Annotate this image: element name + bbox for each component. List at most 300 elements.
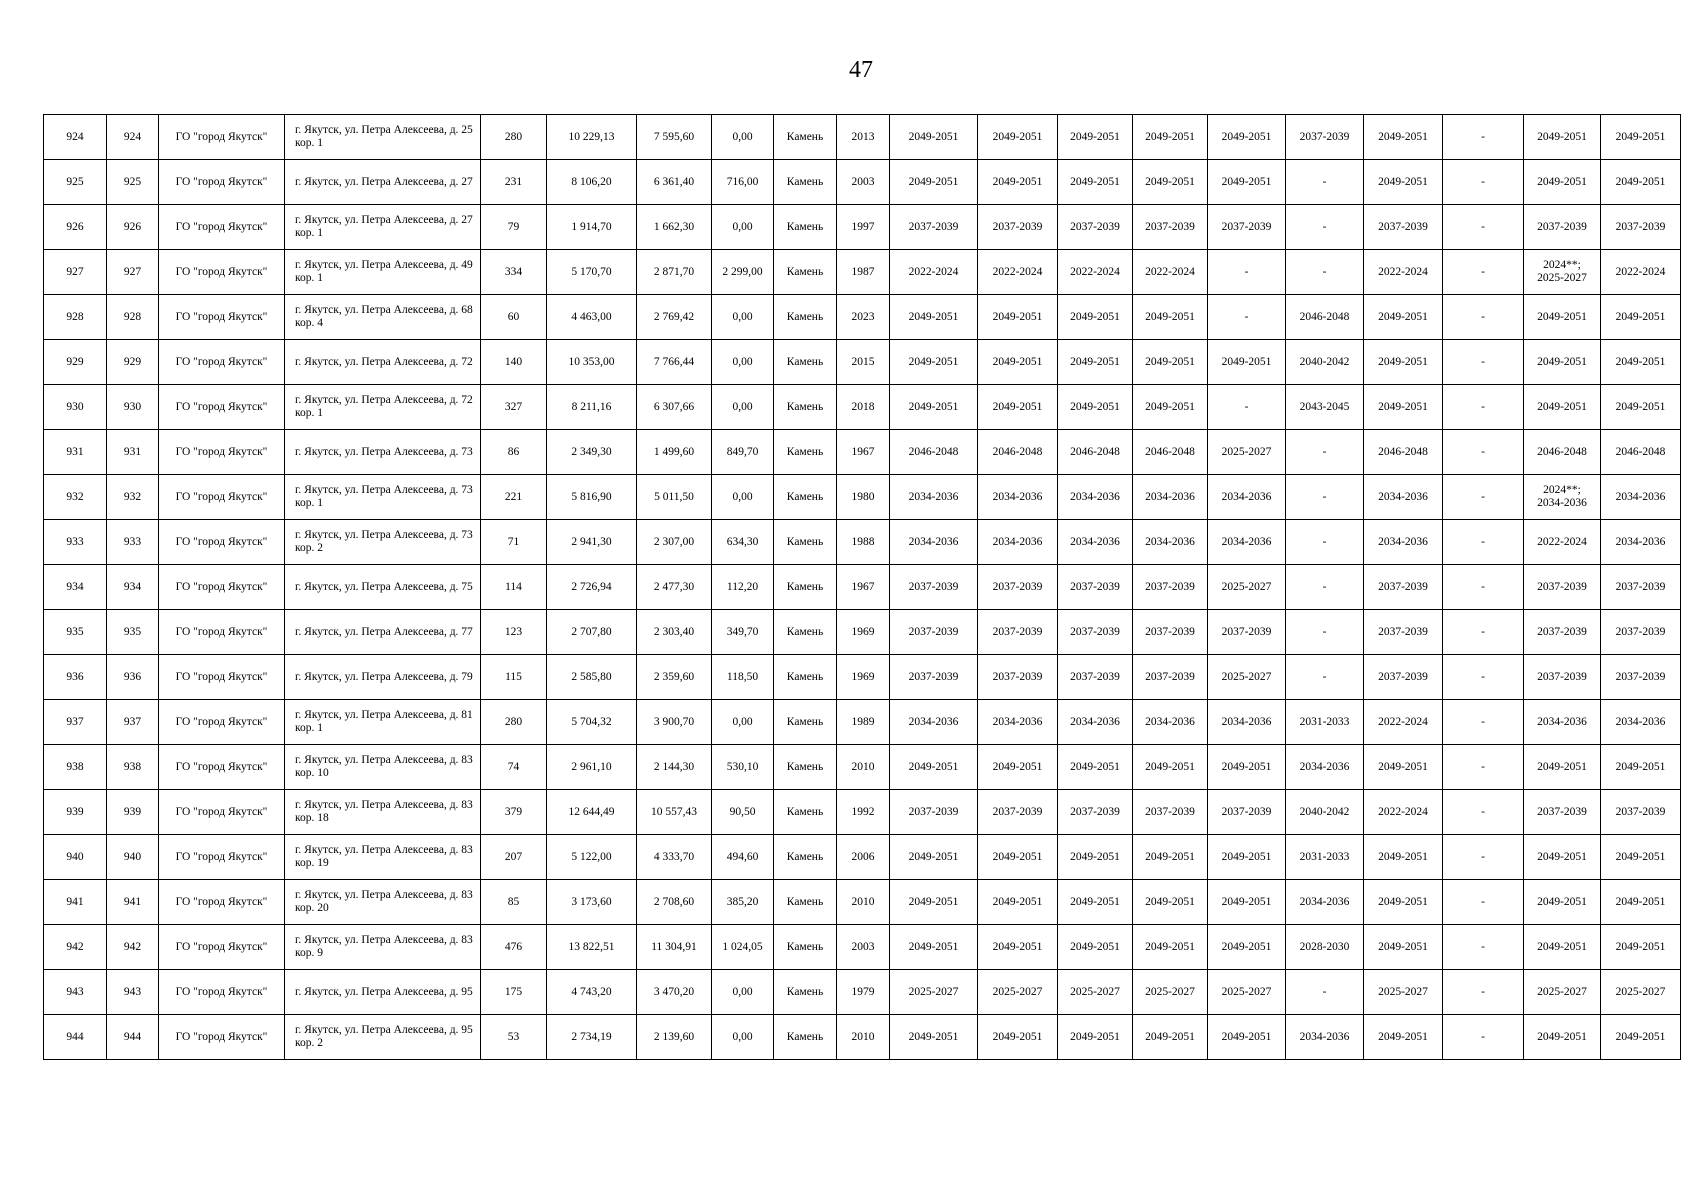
- residents-cell: 334: [481, 250, 547, 295]
- municipality-cell: ГО "город Якутск": [159, 700, 285, 745]
- term-col-19-cell: 2037-2039: [1524, 790, 1601, 835]
- municipality-cell: ГО "город Якутск": [159, 835, 285, 880]
- year-built-cell: 1979: [837, 970, 890, 1015]
- non-residential-area-cell: 0,00: [712, 205, 774, 250]
- term-col-20-cell: 2049-2051: [1601, 340, 1681, 385]
- term-col-12-cell: 2049-2051: [978, 1015, 1058, 1060]
- year-built-cell: 1967: [837, 430, 890, 475]
- term-col-20-cell: 2049-2051: [1601, 1015, 1681, 1060]
- address-cell: г. Якутск, ул. Петра Алексеева, д. 81 кор. 1: [285, 700, 481, 745]
- term-col-19-cell: 2049-2051: [1524, 925, 1601, 970]
- table-row: [44, 835, 1681, 880]
- row-number-cell: 929: [44, 340, 107, 385]
- residential-area-cell: 6 307,66: [637, 385, 712, 430]
- residential-area-cell: 2 359,60: [637, 655, 712, 700]
- wall-material-cell: Камень: [774, 115, 837, 160]
- term-col-14-cell: 2046-2048: [1133, 430, 1208, 475]
- term-col-12-cell: 2037-2039: [978, 790, 1058, 835]
- registry-number-cell: 935: [107, 610, 159, 655]
- term-col-11-cell: 2034-2036: [890, 520, 978, 565]
- term-col-11-cell: 2037-2039: [890, 610, 978, 655]
- non-residential-area-cell: 0,00: [712, 475, 774, 520]
- year-built-cell: 1992: [837, 790, 890, 835]
- residential-area-cell: 1 499,60: [637, 430, 712, 475]
- page-number: 47: [849, 57, 873, 83]
- term-col-20-cell: 2037-2039: [1601, 565, 1681, 610]
- term-col-12-cell: 2049-2051: [978, 835, 1058, 880]
- term-col-20-cell: 2049-2051: [1601, 835, 1681, 880]
- non-residential-area-cell: 849,70: [712, 430, 774, 475]
- term-col-20-cell: 2037-2039: [1601, 205, 1681, 250]
- residential-area-cell: 1 662,30: [637, 205, 712, 250]
- term-col-17-cell: 2034-2036: [1364, 475, 1443, 520]
- table-row: [44, 160, 1681, 205]
- term-col-17-cell: 2049-2051: [1364, 340, 1443, 385]
- term-col-12-cell: 2022-2024: [978, 250, 1058, 295]
- term-col-11-cell: 2049-2051: [890, 295, 978, 340]
- table-row: [44, 970, 1681, 1015]
- municipality-cell: ГО "город Якутск": [159, 115, 285, 160]
- row-number-cell: 938: [44, 745, 107, 790]
- term-col-17-cell: 2049-2051: [1364, 835, 1443, 880]
- term-col-11-cell: 2049-2051: [890, 160, 978, 205]
- term-col-14-cell: 2034-2036: [1133, 700, 1208, 745]
- term-col-13-cell: 2049-2051: [1058, 160, 1133, 205]
- year-built-cell: 1987: [837, 250, 890, 295]
- wall-material-cell: Камень: [774, 250, 837, 295]
- wall-material-cell: Камень: [774, 385, 837, 430]
- year-built-cell: 1989: [837, 700, 890, 745]
- total-area-cell: 3 173,60: [547, 880, 637, 925]
- term-col-11-cell: 2049-2051: [890, 925, 978, 970]
- term-col-13-cell: 2049-2051: [1058, 295, 1133, 340]
- residential-area-cell: 5 011,50: [637, 475, 712, 520]
- term-col-12-cell: 2049-2051: [978, 160, 1058, 205]
- term-col-12-cell: 2037-2039: [978, 565, 1058, 610]
- term-col-11-cell: 2049-2051: [890, 385, 978, 430]
- term-col-16-cell: -: [1286, 205, 1364, 250]
- term-col-11-cell: 2049-2051: [890, 835, 978, 880]
- wall-material-cell: Камень: [774, 205, 837, 250]
- wall-material-cell: Камень: [774, 430, 837, 475]
- row-number-cell: 939: [44, 790, 107, 835]
- registry-number-cell: 942: [107, 925, 159, 970]
- term-col-15-cell: -: [1208, 295, 1286, 340]
- term-col-17-cell: 2037-2039: [1364, 205, 1443, 250]
- term-col-14-cell: 2049-2051: [1133, 295, 1208, 340]
- row-number-cell: 936: [44, 655, 107, 700]
- row-number-cell: 924: [44, 115, 107, 160]
- term-col-13-cell: 2049-2051: [1058, 925, 1133, 970]
- registry-number-cell: 941: [107, 880, 159, 925]
- term-col-16-cell: -: [1286, 970, 1364, 1015]
- term-col-18-cell: -: [1443, 925, 1524, 970]
- term-col-11-cell: 2046-2048: [890, 430, 978, 475]
- term-col-17-cell: 2034-2036: [1364, 520, 1443, 565]
- total-area-cell: 2 961,10: [547, 745, 637, 790]
- term-col-19-cell: 2049-2051: [1524, 880, 1601, 925]
- term-col-13-cell: 2037-2039: [1058, 610, 1133, 655]
- term-col-12-cell: 2037-2039: [978, 205, 1058, 250]
- registry-number-cell: 928: [107, 295, 159, 340]
- registry-table-body: [44, 115, 1681, 1060]
- municipality-cell: ГО "город Якутск": [159, 205, 285, 250]
- municipality-cell: ГО "город Якутск": [159, 1015, 285, 1060]
- address-cell: г. Якутск, ул. Петра Алексеева, д. 79: [285, 655, 481, 700]
- term-col-14-cell: 2049-2051: [1133, 1015, 1208, 1060]
- registry-number-cell: 940: [107, 835, 159, 880]
- term-col-18-cell: -: [1443, 790, 1524, 835]
- term-col-17-cell: 2049-2051: [1364, 880, 1443, 925]
- term-col-19-cell: 2049-2051: [1524, 160, 1601, 205]
- residents-cell: 114: [481, 565, 547, 610]
- total-area-cell: 10 229,13: [547, 115, 637, 160]
- residential-area-cell: 4 333,70: [637, 835, 712, 880]
- term-col-16-cell: 2031-2033: [1286, 835, 1364, 880]
- term-col-13-cell: 2034-2036: [1058, 475, 1133, 520]
- term-col-17-cell: 2037-2039: [1364, 565, 1443, 610]
- term-col-16-cell: -: [1286, 520, 1364, 565]
- wall-material-cell: Камень: [774, 295, 837, 340]
- term-col-14-cell: 2037-2039: [1133, 655, 1208, 700]
- term-col-18-cell: -: [1443, 250, 1524, 295]
- row-number-cell: 926: [44, 205, 107, 250]
- term-col-14-cell: 2037-2039: [1133, 565, 1208, 610]
- term-col-19-cell: 2025-2027: [1524, 970, 1601, 1015]
- wall-material-cell: Камень: [774, 835, 837, 880]
- term-col-16-cell: 2040-2042: [1286, 340, 1364, 385]
- registry-number-cell: 927: [107, 250, 159, 295]
- term-col-18-cell: -: [1443, 970, 1524, 1015]
- total-area-cell: 2 349,30: [547, 430, 637, 475]
- term-col-14-cell: 2049-2051: [1133, 115, 1208, 160]
- term-col-20-cell: 2049-2051: [1601, 745, 1681, 790]
- total-area-cell: 13 822,51: [547, 925, 637, 970]
- wall-material-cell: Камень: [774, 700, 837, 745]
- term-col-16-cell: -: [1286, 250, 1364, 295]
- term-col-18-cell: -: [1443, 610, 1524, 655]
- term-col-20-cell: 2034-2036: [1601, 475, 1681, 520]
- residential-area-cell: 10 557,43: [637, 790, 712, 835]
- total-area-cell: 5 704,32: [547, 700, 637, 745]
- term-col-20-cell: 2025-2027: [1601, 970, 1681, 1015]
- registry-number-cell: 944: [107, 1015, 159, 1060]
- term-col-20-cell: 2022-2024: [1601, 250, 1681, 295]
- residents-cell: 231: [481, 160, 547, 205]
- term-col-11-cell: 2049-2051: [890, 115, 978, 160]
- address-cell: г. Якутск, ул. Петра Алексеева, д. 72: [285, 340, 481, 385]
- term-col-17-cell: 2049-2051: [1364, 115, 1443, 160]
- term-col-16-cell: -: [1286, 610, 1364, 655]
- registry-number-cell: 931: [107, 430, 159, 475]
- term-col-17-cell: 2037-2039: [1364, 610, 1443, 655]
- term-col-14-cell: 2049-2051: [1133, 385, 1208, 430]
- term-col-14-cell: 2049-2051: [1133, 880, 1208, 925]
- term-col-13-cell: 2049-2051: [1058, 340, 1133, 385]
- term-col-19-cell: 2034-2036: [1524, 700, 1601, 745]
- table-row: [44, 430, 1681, 475]
- term-col-16-cell: -: [1286, 655, 1364, 700]
- non-residential-area-cell: 2 299,00: [712, 250, 774, 295]
- residents-cell: 327: [481, 385, 547, 430]
- term-col-19-cell: 2037-2039: [1524, 610, 1601, 655]
- term-col-18-cell: -: [1443, 295, 1524, 340]
- residents-cell: 207: [481, 835, 547, 880]
- term-col-20-cell: 2049-2051: [1601, 160, 1681, 205]
- term-col-17-cell: 2049-2051: [1364, 745, 1443, 790]
- row-number-cell: 942: [44, 925, 107, 970]
- term-col-20-cell: 2049-2051: [1601, 385, 1681, 430]
- term-col-14-cell: 2049-2051: [1133, 160, 1208, 205]
- registry-table: [43, 114, 1681, 1060]
- total-area-cell: 4 743,20: [547, 970, 637, 1015]
- non-residential-area-cell: 530,10: [712, 745, 774, 790]
- total-area-cell: 2 941,30: [547, 520, 637, 565]
- residential-area-cell: 7 766,44: [637, 340, 712, 385]
- residents-cell: 85: [481, 880, 547, 925]
- term-col-16-cell: -: [1286, 430, 1364, 475]
- address-cell: г. Якутск, ул. Петра Алексеева, д. 95: [285, 970, 481, 1015]
- term-col-20-cell: 2034-2036: [1601, 520, 1681, 565]
- term-col-15-cell: 2049-2051: [1208, 115, 1286, 160]
- wall-material-cell: Камень: [774, 970, 837, 1015]
- row-number-cell: 925: [44, 160, 107, 205]
- municipality-cell: ГО "город Якутск": [159, 340, 285, 385]
- non-residential-area-cell: 0,00: [712, 1015, 774, 1060]
- term-col-16-cell: -: [1286, 475, 1364, 520]
- term-col-17-cell: 2046-2048: [1364, 430, 1443, 475]
- municipality-cell: ГО "город Якутск": [159, 790, 285, 835]
- address-cell: г. Якутск, ул. Петра Алексеева, д. 49 кор. 1: [285, 250, 481, 295]
- term-col-16-cell: 2034-2036: [1286, 880, 1364, 925]
- row-number-cell: 932: [44, 475, 107, 520]
- address-cell: г. Якутск, ул. Петра Алексеева, д. 27: [285, 160, 481, 205]
- residents-cell: 71: [481, 520, 547, 565]
- wall-material-cell: Камень: [774, 790, 837, 835]
- total-area-cell: 5 816,90: [547, 475, 637, 520]
- term-col-19-cell: 2049-2051: [1524, 115, 1601, 160]
- term-col-14-cell: 2022-2024: [1133, 250, 1208, 295]
- term-col-16-cell: 2037-2039: [1286, 115, 1364, 160]
- term-col-11-cell: 2034-2036: [890, 475, 978, 520]
- residential-area-cell: 11 304,91: [637, 925, 712, 970]
- registry-number-cell: 924: [107, 115, 159, 160]
- term-col-16-cell: -: [1286, 565, 1364, 610]
- term-col-14-cell: 2037-2039: [1133, 610, 1208, 655]
- residents-cell: 221: [481, 475, 547, 520]
- non-residential-area-cell: 0,00: [712, 700, 774, 745]
- total-area-cell: 10 353,00: [547, 340, 637, 385]
- residents-cell: 74: [481, 745, 547, 790]
- total-area-cell: 2 734,19: [547, 1015, 637, 1060]
- term-col-19-cell: 2049-2051: [1524, 745, 1601, 790]
- term-col-12-cell: 2034-2036: [978, 700, 1058, 745]
- non-residential-area-cell: 1 024,05: [712, 925, 774, 970]
- table-row: [44, 700, 1681, 745]
- wall-material-cell: Камень: [774, 475, 837, 520]
- term-col-18-cell: -: [1443, 565, 1524, 610]
- row-number-cell: 937: [44, 700, 107, 745]
- municipality-cell: ГО "город Якутск": [159, 925, 285, 970]
- term-col-16-cell: 2046-2048: [1286, 295, 1364, 340]
- term-col-18-cell: -: [1443, 160, 1524, 205]
- term-col-17-cell: 2037-2039: [1364, 655, 1443, 700]
- term-col-20-cell: 2049-2051: [1601, 295, 1681, 340]
- municipality-cell: ГО "город Якутск": [159, 385, 285, 430]
- table-row: [44, 790, 1681, 835]
- wall-material-cell: Камень: [774, 655, 837, 700]
- term-col-20-cell: 2037-2039: [1601, 655, 1681, 700]
- year-built-cell: 2010: [837, 880, 890, 925]
- term-col-13-cell: 2049-2051: [1058, 1015, 1133, 1060]
- term-col-17-cell: 2049-2051: [1364, 295, 1443, 340]
- row-number-cell: 934: [44, 565, 107, 610]
- term-col-13-cell: 2037-2039: [1058, 655, 1133, 700]
- term-col-19-cell: 2049-2051: [1524, 385, 1601, 430]
- term-col-15-cell: 2049-2051: [1208, 160, 1286, 205]
- table-row: [44, 475, 1681, 520]
- term-col-16-cell: 2034-2036: [1286, 745, 1364, 790]
- residential-area-cell: 2 307,00: [637, 520, 712, 565]
- non-residential-area-cell: 0,00: [712, 115, 774, 160]
- address-cell: г. Якутск, ул. Петра Алексеева, д. 77: [285, 610, 481, 655]
- term-col-12-cell: 2034-2036: [978, 520, 1058, 565]
- term-col-13-cell: 2049-2051: [1058, 745, 1133, 790]
- term-col-16-cell: 2028-2030: [1286, 925, 1364, 970]
- term-col-18-cell: -: [1443, 205, 1524, 250]
- term-col-15-cell: 2025-2027: [1208, 565, 1286, 610]
- residential-area-cell: 6 361,40: [637, 160, 712, 205]
- term-col-18-cell: -: [1443, 1015, 1524, 1060]
- municipality-cell: ГО "город Якутск": [159, 475, 285, 520]
- residential-area-cell: 2 871,70: [637, 250, 712, 295]
- term-col-15-cell: -: [1208, 385, 1286, 430]
- term-col-15-cell: 2037-2039: [1208, 610, 1286, 655]
- row-number-cell: 931: [44, 430, 107, 475]
- row-number-cell: 944: [44, 1015, 107, 1060]
- term-col-15-cell: 2049-2051: [1208, 835, 1286, 880]
- term-col-17-cell: 2022-2024: [1364, 700, 1443, 745]
- total-area-cell: 12 644,49: [547, 790, 637, 835]
- term-col-13-cell: 2049-2051: [1058, 115, 1133, 160]
- term-col-17-cell: 2025-2027: [1364, 970, 1443, 1015]
- term-col-13-cell: 2037-2039: [1058, 565, 1133, 610]
- address-cell: г. Якутск, ул. Петра Алексеева, д. 95 кор. 2: [285, 1015, 481, 1060]
- row-number-cell: 928: [44, 295, 107, 340]
- registry-number-cell: 930: [107, 385, 159, 430]
- row-number-cell: 933: [44, 520, 107, 565]
- term-col-15-cell: 2049-2051: [1208, 340, 1286, 385]
- non-residential-area-cell: 385,20: [712, 880, 774, 925]
- non-residential-area-cell: 0,00: [712, 340, 774, 385]
- residents-cell: 280: [481, 700, 547, 745]
- term-col-12-cell: 2034-2036: [978, 475, 1058, 520]
- residents-cell: 79: [481, 205, 547, 250]
- term-col-18-cell: -: [1443, 520, 1524, 565]
- year-built-cell: 2018: [837, 385, 890, 430]
- year-built-cell: 1967: [837, 565, 890, 610]
- address-cell: г. Якутск, ул. Петра Алексеева, д. 27 кор. 1: [285, 205, 481, 250]
- municipality-cell: ГО "город Якутск": [159, 160, 285, 205]
- total-area-cell: 2 707,80: [547, 610, 637, 655]
- term-col-14-cell: 2037-2039: [1133, 790, 1208, 835]
- table-row: [44, 745, 1681, 790]
- non-residential-area-cell: 118,50: [712, 655, 774, 700]
- wall-material-cell: Камень: [774, 610, 837, 655]
- non-residential-area-cell: 0,00: [712, 385, 774, 430]
- total-area-cell: 2 726,94: [547, 565, 637, 610]
- term-col-16-cell: 2043-2045: [1286, 385, 1364, 430]
- year-built-cell: 1980: [837, 475, 890, 520]
- residents-cell: 86: [481, 430, 547, 475]
- non-residential-area-cell: 716,00: [712, 160, 774, 205]
- registry-number-cell: 933: [107, 520, 159, 565]
- term-col-20-cell: 2037-2039: [1601, 790, 1681, 835]
- residential-area-cell: 3 900,70: [637, 700, 712, 745]
- term-col-15-cell: 2037-2039: [1208, 790, 1286, 835]
- term-col-15-cell: 2049-2051: [1208, 925, 1286, 970]
- non-residential-area-cell: 634,30: [712, 520, 774, 565]
- municipality-cell: ГО "город Якутск": [159, 250, 285, 295]
- term-col-14-cell: 2049-2051: [1133, 340, 1208, 385]
- table-row: [44, 880, 1681, 925]
- term-col-11-cell: 2037-2039: [890, 790, 978, 835]
- wall-material-cell: Камень: [774, 1015, 837, 1060]
- term-col-17-cell: 2049-2051: [1364, 160, 1443, 205]
- term-col-14-cell: 2037-2039: [1133, 205, 1208, 250]
- term-col-12-cell: 2049-2051: [978, 340, 1058, 385]
- non-residential-area-cell: 494,60: [712, 835, 774, 880]
- table-row: [44, 295, 1681, 340]
- residential-area-cell: 2 139,60: [637, 1015, 712, 1060]
- registry-number-cell: 943: [107, 970, 159, 1015]
- term-col-19-cell: 2049-2051: [1524, 295, 1601, 340]
- registry-number-cell: 939: [107, 790, 159, 835]
- term-col-16-cell: -: [1286, 160, 1364, 205]
- term-col-19-cell: 2049-2051: [1524, 340, 1601, 385]
- term-col-14-cell: 2049-2051: [1133, 745, 1208, 790]
- term-col-11-cell: 2022-2024: [890, 250, 978, 295]
- term-col-15-cell: 2049-2051: [1208, 880, 1286, 925]
- residents-cell: 175: [481, 970, 547, 1015]
- registry-number-cell: 926: [107, 205, 159, 250]
- registry-number-cell: 925: [107, 160, 159, 205]
- term-col-20-cell: 2049-2051: [1601, 880, 1681, 925]
- registry-number-cell: 934: [107, 565, 159, 610]
- table-row: [44, 610, 1681, 655]
- term-col-18-cell: -: [1443, 115, 1524, 160]
- wall-material-cell: Камень: [774, 745, 837, 790]
- term-col-15-cell: 2034-2036: [1208, 700, 1286, 745]
- term-col-11-cell: 2034-2036: [890, 700, 978, 745]
- year-built-cell: 2010: [837, 745, 890, 790]
- term-col-19-cell: 2046-2048: [1524, 430, 1601, 475]
- row-number-cell: 930: [44, 385, 107, 430]
- term-col-12-cell: 2049-2051: [978, 880, 1058, 925]
- address-cell: г. Якутск, ул. Петра Алексеева, д. 83 кор. 19: [285, 835, 481, 880]
- row-number-cell: 935: [44, 610, 107, 655]
- term-col-18-cell: -: [1443, 340, 1524, 385]
- term-col-14-cell: 2034-2036: [1133, 520, 1208, 565]
- address-cell: г. Якутск, ул. Петра Алексеева, д. 68 кор. 4: [285, 295, 481, 340]
- total-area-cell: 2 585,80: [547, 655, 637, 700]
- term-col-19-cell: 2037-2039: [1524, 565, 1601, 610]
- term-col-11-cell: 2037-2039: [890, 655, 978, 700]
- wall-material-cell: Камень: [774, 520, 837, 565]
- table-row: [44, 925, 1681, 970]
- term-col-15-cell: 2049-2051: [1208, 1015, 1286, 1060]
- term-col-12-cell: 2049-2051: [978, 385, 1058, 430]
